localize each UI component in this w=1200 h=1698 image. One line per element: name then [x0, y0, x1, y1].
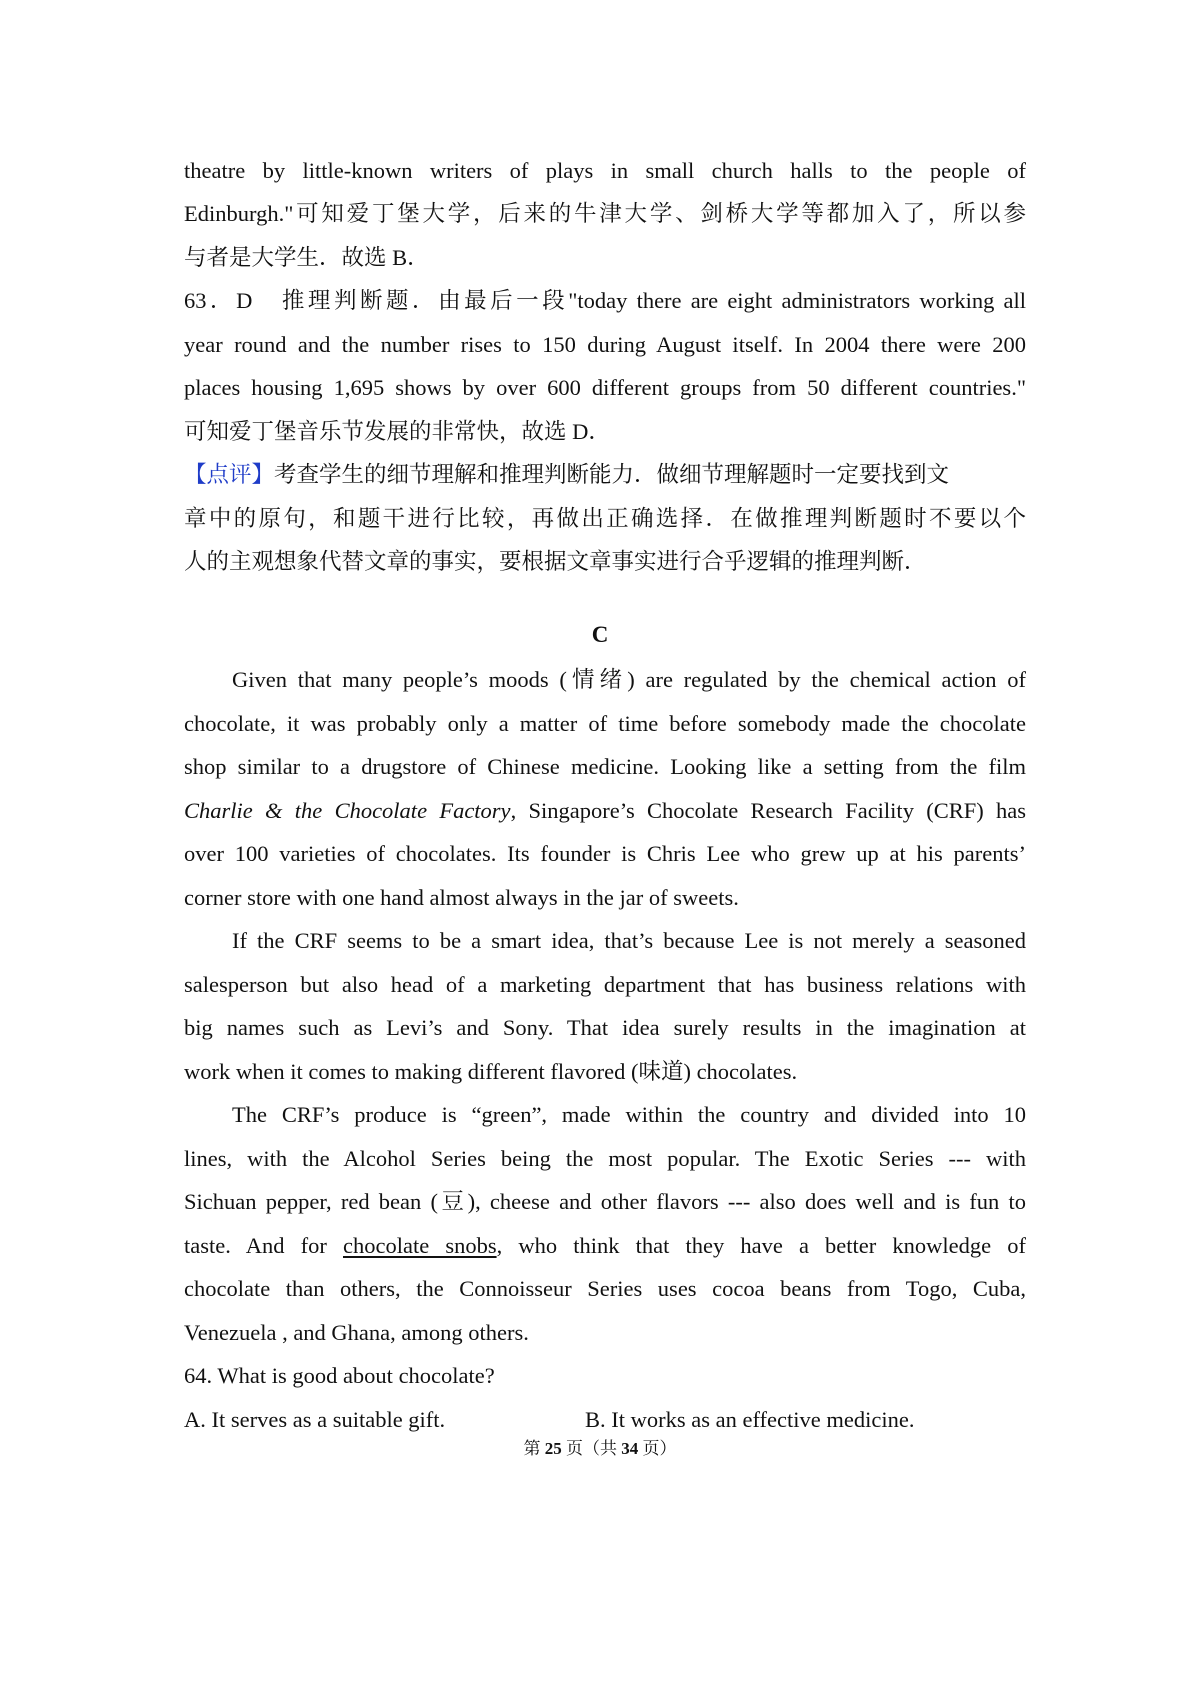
passage-line [184, 1231, 1026, 1261]
passage-line-start: taste. And for [184, 1233, 343, 1258]
passage-line: chocolate, it was probably only a matter of time before somebody made the chocolate [184, 711, 1026, 736]
explanation-line: 63．D 推理判断题．由最后一段"today there are eight administrators working all [184, 288, 1026, 313]
footer-middle: 页（共 [561, 1439, 622, 1458]
explanation-line: Edinburgh."可知爱丁堡大学，后来的牛津大学、剑桥大学等都加入了，所以参 [184, 201, 1026, 226]
section-heading: C [591, 622, 609, 647]
underlined-phrase: chocolate snobs [343, 1233, 497, 1258]
option-b: B. It works as an effective medicine. [585, 1407, 915, 1432]
explanation-line: theatre by little-known writers of plays in small church halls to the people of [184, 158, 1026, 183]
passage-line: big names such as Levi’s and Sony. That idea surely results in the imagination at [184, 1015, 1026, 1040]
film-title: Charlie & the Chocolate Factory [184, 798, 511, 823]
passage-line: If the CRF seems to be a smart idea, that’s because Lee is not merely a seasoned [232, 928, 1026, 953]
passage-line: salesperson but also head of a marketing department that has business relations with [184, 972, 1026, 997]
passage-line: work when it comes to making different flavored (味道) chocolates. [184, 1059, 798, 1084]
comment-text: 考查学生的细节理解和推理判断能力．做细节理解题时一定要找到文 [274, 462, 950, 487]
passage-line: Given that many people’s moods (情绪) are regulated by the chemical action of [232, 667, 1026, 692]
comment-line [184, 460, 1026, 490]
passage-line: over 100 varieties of chocolates. Its founder is Chris Lee who grew up at his parents’ [184, 841, 1026, 866]
explanation-line: 与者是大学生．故选 B． [184, 245, 430, 270]
passage-line: lines, with the Alcohol Series being the most popular. The Exotic Series --- with [184, 1146, 1026, 1171]
explanation-line: places housing 1,695 shows by over 600 different groups from 50 different countries." [184, 375, 1026, 400]
passage-line: chocolate than others, the Connoisseur Series uses cocoa beans from Togo, Cuba, [184, 1276, 1026, 1301]
passage-line: shop similar to a drugstore of Chinese medicine. Looking like a setting from the film [184, 754, 1026, 779]
explanation-line: 可知爱丁堡音乐节发展的非常快，故选 D． [184, 419, 611, 444]
page-number: 25 [544, 1439, 562, 1458]
page-total: 34 [621, 1439, 639, 1458]
passage-line: Sichuan pepper, red bean (豆), cheese and other flavors --- also does well and is fun to [184, 1189, 1026, 1214]
question-stem: 64. What is good about chocolate? [184, 1363, 495, 1388]
footer-prefix: 第 [523, 1439, 545, 1458]
footer-suffix: 页） [638, 1439, 677, 1458]
passage-line-rest: , Singapore’s Chocolate Research Facility (CRF) has [510, 798, 1026, 823]
passage-line [184, 796, 1026, 826]
option-a: A. It serves as a suitable gift. [184, 1407, 446, 1432]
passage-line: corner store with one hand almost always in the jar of sweets. [184, 885, 739, 910]
passage-line: Venezuela , and Ghana, among others. [184, 1320, 529, 1345]
comment-tag: 【点评】 [184, 462, 275, 487]
explanation-line: year round and the number rises to 150 during August itself. In 2004 there were 200 [184, 332, 1026, 357]
passage-line-end: , who think that they have a better knowledge of [496, 1233, 1026, 1258]
passage-line: The CRF’s produce is “green”, made within the country and divided into 10 [232, 1102, 1026, 1127]
explanation-line: 人的主观想象代替文章的事实，要根据文章事实进行合乎逻辑的推理判断． [184, 549, 927, 574]
explanation-line: 章中的原句，和题干进行比较，再做出正确选择．在做推理判断题时不要以个 [184, 506, 1026, 531]
page-footer [0, 1434, 1200, 1459]
